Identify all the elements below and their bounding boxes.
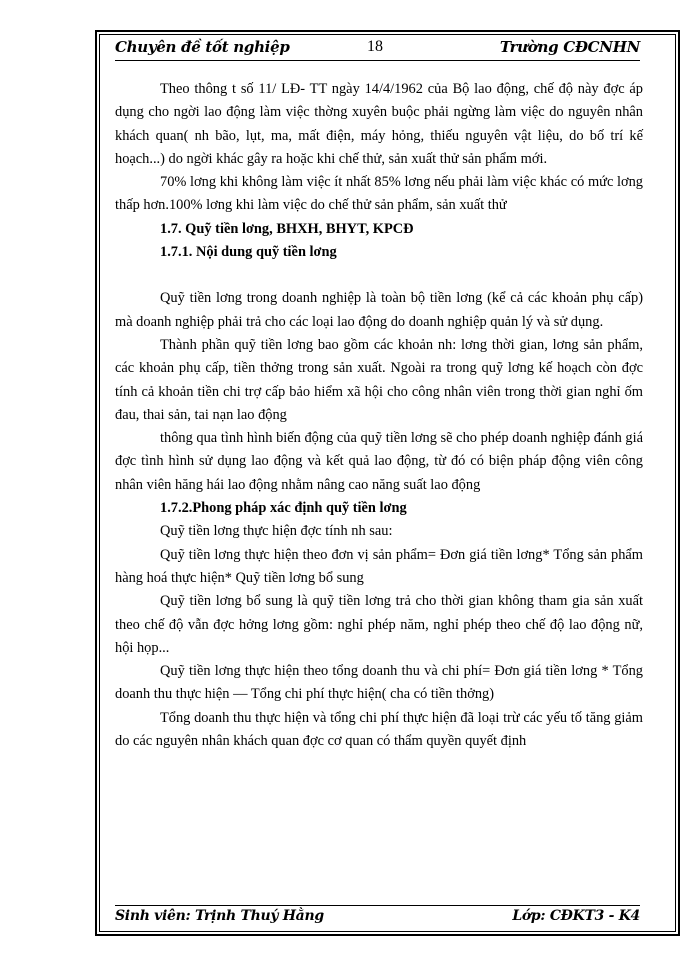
paragraph: Quỹ tiền lơng bổ sung là quỹ tiền lơng trả cho thời gian không tham gia sản xuất theo chế độ vẫn đợc hởng lơng gồm: nghỉ phép năm, nghỉ phép theo chế độ lao động nữ, hội họp... — [115, 593, 643, 656]
blank-line — [115, 264, 643, 287]
header-document-title: Chuyên đề tốt nghiệp — [115, 38, 290, 56]
paragraph: Theo thông t số 11/ LĐ- TT ngày 14/4/1962 của Bộ lao động, chế độ này đợc áp dụng cho ngời lao động làm việc thờng xuyên buộc phải ngừng làm việc do nguyên nhân khách quan( nh bão, lụt, ma, mất điện, máy hỏng, thiếu nguyên vật liệu, do bố trí kế hoạch...) do ngời khác gây ra hoặc khi chế thử, sản xuất thử sản phẩm mới. — [115, 81, 643, 167]
paragraph: thông qua tình hình biến động của quỹ tiền lơng sẽ cho phép doanh nghiệp đánh giá đợc tình hình sử dụng lao động và kết quả lao động, từ đó có biện pháp động viên công nhân viên hăng hái lao động nhằm nâng cao năng suất lao động — [115, 430, 643, 493]
subsection-heading: 1.7.1. Nội dung quỹ tiền lơng — [160, 244, 337, 261]
page-footer — [115, 908, 640, 930]
header-page-number: 18 — [367, 38, 383, 55]
header-school-name: Trường CĐCNHN — [499, 38, 640, 56]
subsection-heading: 1.7.2.Phong pháp xác định quỹ tiền lơng — [160, 500, 407, 517]
page-body — [115, 78, 643, 753]
paragraph: Quỹ tiền lơng thực hiện theo tổng doanh thu và chi phí= Đơn giá tiền lơng * Tổng doanh thu thực hiện — Tổng chi phí thực hiện( cha có tiền thởng) — [115, 663, 643, 703]
paragraph: Quỹ tiền lơng thực hiện theo đơn vị sản phẩm= Đơn giá tiền lơng* Tổng sản phẩm hàng hoá thực hiện* Quỹ tiền lơng bổ sung — [115, 546, 643, 586]
footer-student-name: Sinh viên: Trịnh Thuý Hằng — [115, 908, 324, 924]
paragraph: Tổng doanh thu thực hiện và tổng chi phí thực hiện đã loại trừ các yếu tố tăng giảm do các nguyên nhân khách quan đợc cơ quan có thẩm quyền quyết định — [115, 709, 643, 750]
paragraph: Quỹ tiền lơng thực hiện đợc tính nh sau: — [160, 523, 393, 540]
footer-divider — [115, 905, 640, 906]
section-heading: 1.7. Quỹ tiền lơng, BHXH, BHYT, KPCĐ — [160, 220, 414, 237]
header-divider — [115, 60, 640, 61]
paragraph: 70% lơng khi không làm việc ít nhất 85% lơng nếu phải làm việc khác có mức lơng thấp hơn.100% lơng khi làm việc do chế thử sản phẩm, sản xuất thử — [115, 174, 643, 214]
page-header — [115, 38, 640, 62]
paragraph: Quỹ tiền lơng trong doanh nghiệp là toàn bộ tiền lơng (kể cả các khoản phụ cấp) mà doanh nghiệp phải trả cho các loại lao động do doanh nghiệp quản lý và sử dụng. — [115, 290, 643, 330]
paragraph: Thành phần quỹ tiền lơng bao gồm các khoản nh: lơng thời gian, lơng sản phẩm, các khoản phụ cấp, tiền thởng trong sản xuất. Ngoài ra trong quỹ lơng kế hoạch còn đợc tính cả khoản tiền chi trợ cấp bảo hiểm xã hội cho công nhân viên trong thời gian nghỉ ốm đau, thai sản, tai nạn lao động — [115, 336, 643, 423]
footer-class-name: Lớp: CĐKT3 - K4 — [512, 908, 640, 924]
